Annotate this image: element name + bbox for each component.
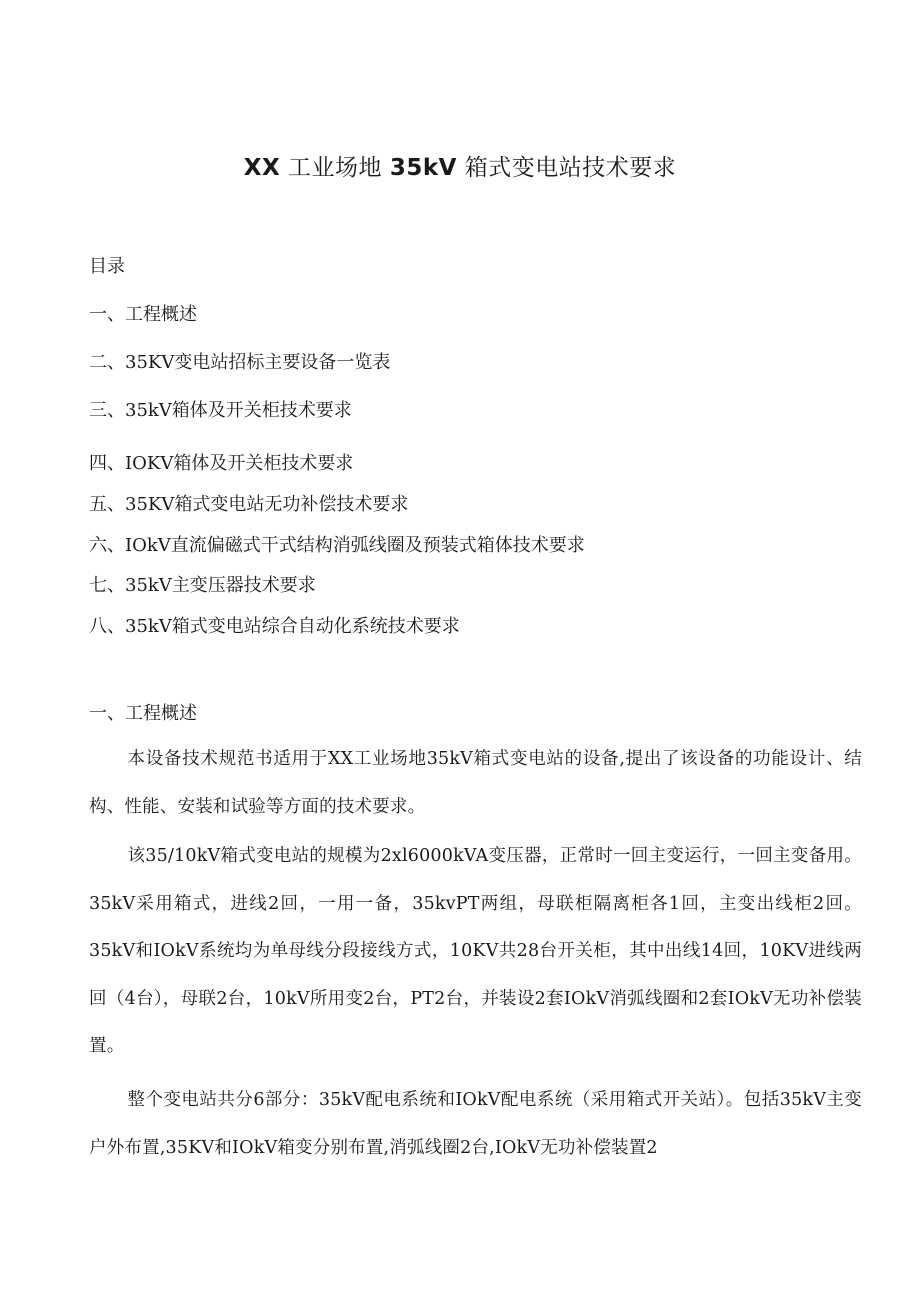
toc-item: 七、35kV主变压器技术要求	[89, 575, 316, 596]
title-part-3: 35kV	[389, 155, 457, 181]
toc-item: 六、IOkV直流偏磁式干式结构消弧线圈及预装式箱体技术要求	[89, 535, 585, 556]
title-part-4: 箱式变电站技术要求	[464, 155, 677, 181]
toc-item: 五、35KV箱式变电站无功补偿技术要求	[89, 494, 409, 515]
body-paragraph: 该35/10kV箱式变电站的规模为2xl6000kVA变压器，正常时一回主变运行，一回主变备用。35kV采用箱式，进线2回，一用一备，35kvPT两组，母联柜隔离柜各1回，主变出线柜2回。35kV和IOkV系统均为单母线分段接线方式，10KV共28台开关柜，其中出线14回，10KV进线两回（4台），母联2台，10kV所用变2台，PT2台，并装设2套IOkV消弧线圈和2套IOkV无功补偿装置。	[89, 846, 862, 1056]
toc-item: 四、IOKV箱体及开关柜技术要求	[89, 453, 354, 474]
body-paragraph: 整个变电站共分6部分：35kV配电系统和IOkV配电系统（采用箱式开关站）。包括35kV主变户外布置,35KV和IOkV箱变分别布置,消弧线圈2台,IOkV无功补偿装置2	[89, 1090, 862, 1158]
title-part-1: XX	[243, 155, 281, 181]
toc-heading: 目录	[89, 256, 125, 277]
body-paragraph: 本设备技术规范书适用于XX工业场地35kV箱式变电站的设备,提出了该设备的功能设计、结构、性能、安装和试验等方面的技术要求。	[89, 749, 862, 817]
toc-item: 八、35kV箱式变电站综合自动化系统技术要求	[89, 616, 460, 637]
document-title	[0, 150, 920, 186]
title-part-2: 工业场地	[288, 155, 383, 181]
toc-item: 一、工程概述	[89, 304, 197, 325]
section-heading: 一、工程概述	[89, 703, 197, 724]
toc-item: 三、35kV箱体及开关柜技术要求	[89, 400, 352, 421]
toc-item: 二、35KV变电站招标主要设备一览表	[89, 352, 391, 373]
